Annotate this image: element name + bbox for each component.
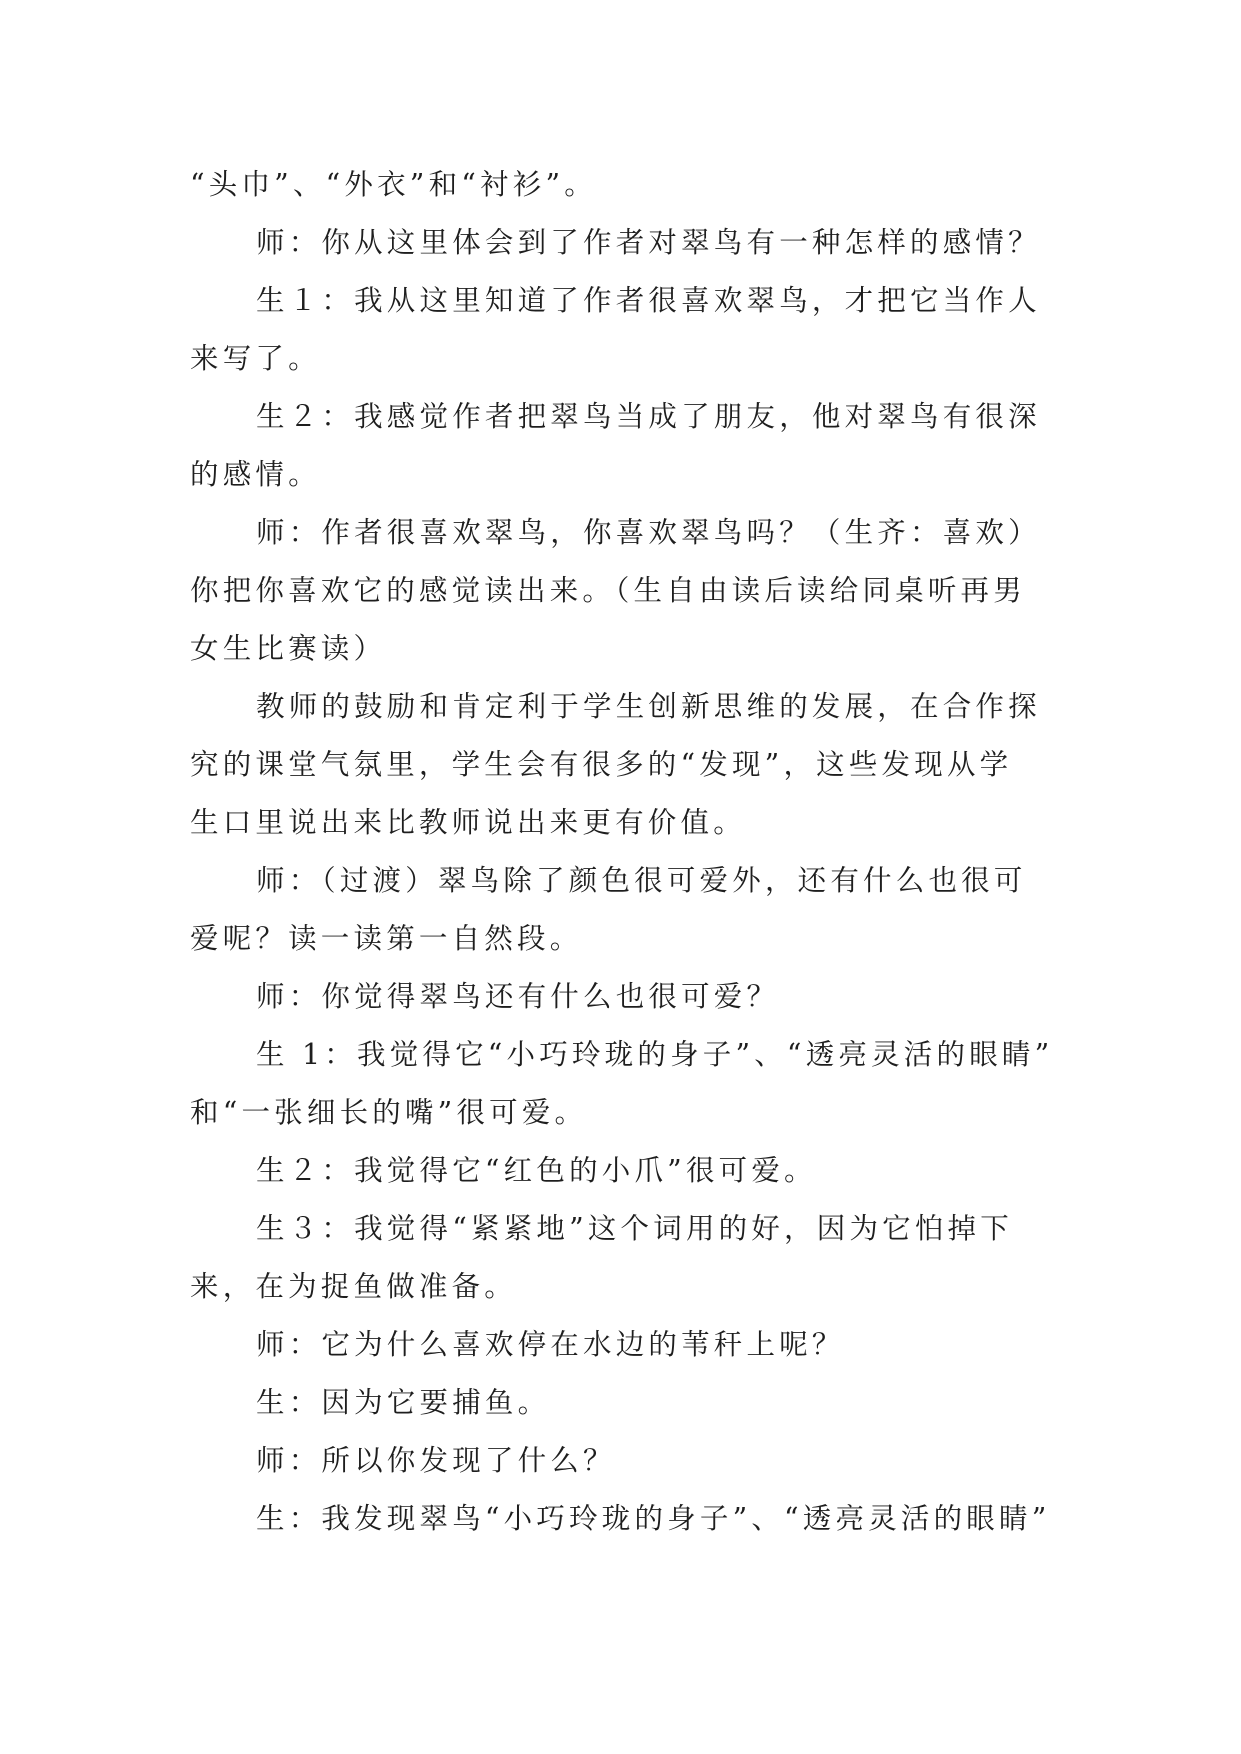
text-line: 女生比赛读） — [190, 632, 387, 665]
text-line: 师：它为什么喜欢停在水边的苇秆上呢？ — [256, 1328, 845, 1361]
text-line: 师：（过渡）翠鸟除了颜色很可爱外，还有什么也很可 — [256, 864, 1027, 897]
text-line: 生：因为它要捕鱼。 — [256, 1386, 551, 1419]
text-line: 生１：我从这里知道了作者很喜欢翠鸟，才把它当作人 — [256, 284, 1041, 317]
text-line: 和“一张细长的嘴”很可爱。 — [190, 1096, 588, 1129]
text-line: 的感情。 — [190, 458, 321, 491]
text-line: 究的课堂气氛里，学生会有很多的“发现”，这些发现从学 — [190, 748, 1013, 781]
text-line: 教师的鼓励和肯定利于学生创新思维的发展，在合作探 — [256, 690, 1041, 723]
text-line: 生 1：我觉得它“小巧玲珑的身子”、“透亮灵活的眼睛” — [256, 1038, 1054, 1071]
text-line: 生口里说出来比教师说出来更有价值。 — [190, 806, 746, 839]
text-line: 生３：我觉得“紧紧地”这个词用的好，因为它怕掉下 — [256, 1212, 1013, 1245]
text-line: “头巾”、“外衣”和“衬衫”。 — [190, 168, 597, 201]
text-line: 师：你从这里体会到了作者对翠鸟有一种怎样的感情？ — [256, 226, 1041, 259]
text-line: 来，在为捉鱼做准备。 — [190, 1270, 518, 1303]
text-line: 师：你觉得翠鸟还有什么也很可爱？ — [256, 980, 780, 1013]
text-line: 爱呢？读一读第一自然段。 — [190, 922, 583, 955]
text-line: 生２：我觉得它“红色的小爪”很可爱。 — [256, 1154, 817, 1187]
text-line: 师：所以你发现了什么？ — [256, 1444, 616, 1477]
text-line: 生：我发现翠鸟“小巧玲珑的身子”、“透亮灵活的眼睛” — [256, 1502, 1051, 1535]
text-line: 师：作者很喜欢翠鸟，你喜欢翠鸟吗？（生齐：喜欢） — [256, 516, 1041, 549]
text-line: 你把你喜欢它的感觉读出来。（生自由读后读给同桌听再男 — [190, 574, 1026, 607]
text-line: 生２：我感觉作者把翠鸟当成了朋友，他对翠鸟有很深 — [256, 400, 1041, 433]
text-line: 来写了。 — [190, 342, 321, 375]
